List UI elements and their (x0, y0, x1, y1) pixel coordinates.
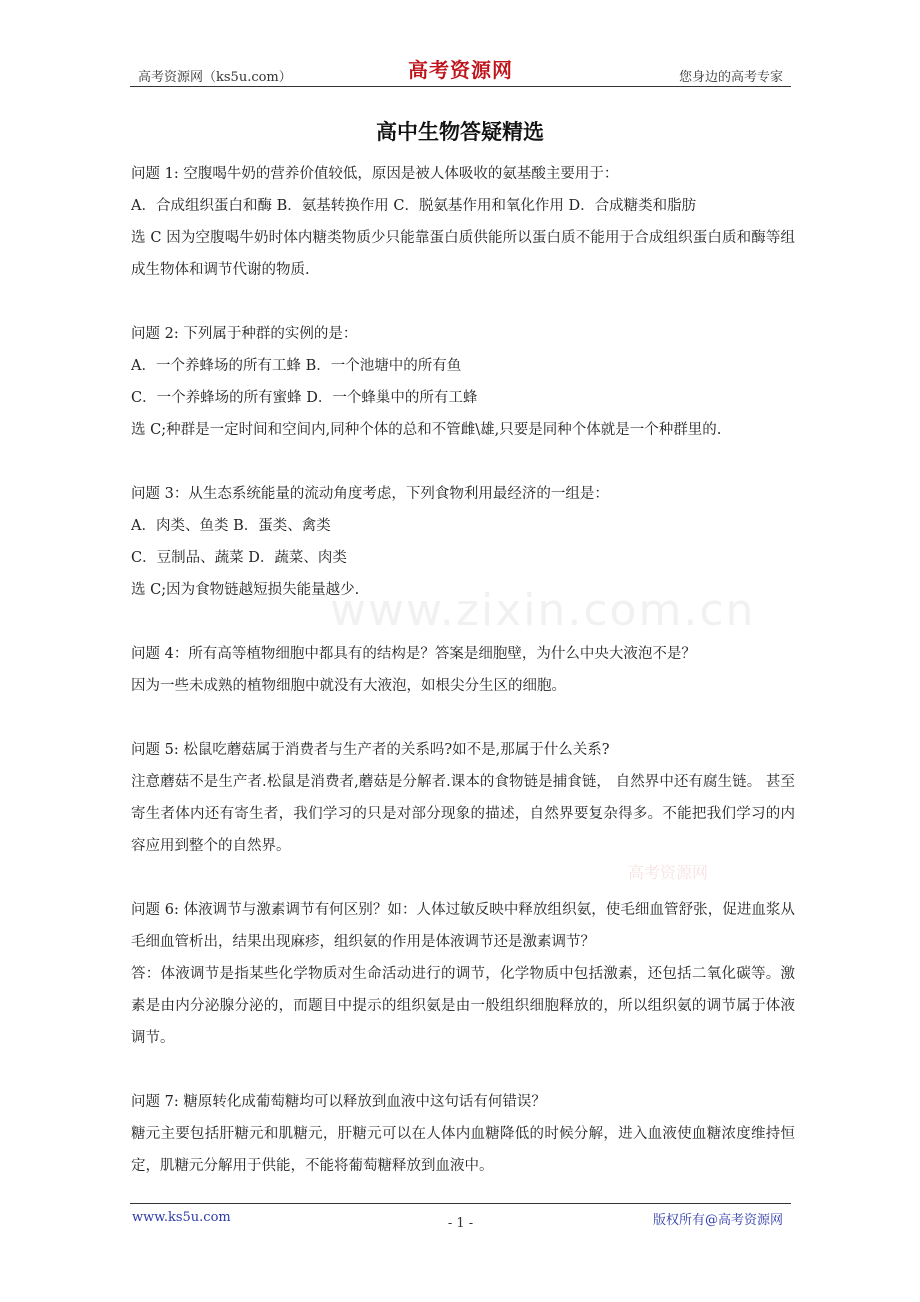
q3-options-1: A．肉类、鱼类 B．蛋类、禽类 (131, 518, 331, 534)
q2-answer: 选 C;种群是一定时间和空间内,同种个体的总和不管雌\雄,只要是同种个体就是一个种群里的. (131, 422, 722, 438)
q7-question: 问题 7: 糖原转化成葡萄糖均可以释放到血液中这句话有何错误？ (131, 1094, 546, 1110)
q4-answer: 因为一些未成熟的植物细胞中就没有大液泡，如根尖分生区的细胞。 (131, 678, 566, 694)
document-body (131, 158, 795, 1182)
footer-link[interactable]: www.ks5u.com (132, 1210, 231, 1225)
page-title: 高中生物答疑精选 (376, 120, 544, 144)
q4-question: 问题 4：所有高等植物细胞中都具有的结构是？答案是细胞壁，为什么中央大液泡不是？ (131, 646, 696, 662)
q1-question: 问题 1: 空腹喝牛奶的营养价值较低，原因是被人体吸收的氨基酸主要用于： (131, 166, 619, 182)
q3-answer: 选 C;因为食物链越短损失能量越少. (131, 582, 360, 598)
q6-answer: 答：体液调节是指某些化学物质对生命活动进行的调节，化学物质中包括激素，还包括二氧化碳等。激素是由内分泌腺分泌的，而题目中提示的组织氨是由一般组织细胞释放的，所以组织氨的调节属于体液调节。 (131, 966, 795, 1046)
page-footer (130, 1203, 791, 1231)
q2-question: 问题 2: 下列属于种群的实例的是： (131, 326, 358, 342)
q6-question: 问题 6: 体液调节与激素调节有何区别？如：人体过敏反映中释放组织氨，使毛细血管舒张，促进血浆从毛细血管析出，结果出现麻疹，组织氨的作用是体液调节还是激素调节？ (131, 902, 795, 950)
q2-options-1: A．一个养蜂场的所有工蜂 B．一个池塘中的所有鱼 (131, 358, 462, 374)
q1-options: A．合成组织蛋白和酶 B．氨基转换作用 C．脱氨基作用和氧化作用 D．合成糖类和脂肪 (131, 198, 697, 214)
q7-answer: 糖元主要包括肝糖元和肌糖元，肝糖元可以在人体内血糖降低的时候分解，进入血液使血糖浓度维持恒定，肌糖元分解用于供能，不能将葡萄糖释放到血液中。 (131, 1126, 795, 1174)
q3-options-2: C．豆制品、蔬菜 D．蔬菜、肉类 (131, 550, 347, 566)
q5-answer: 注意蘑菇不是生产者.松鼠是消费者,蘑菇是分解者.课本的食物链是捕食链， 自然界中还有腐生链。 甚至寄生者体内还有寄生者，我们学习的只是对部分现象的描述，自然界要复杂得多。不能把我们学习的内容应用到整个的自然界。 (131, 774, 795, 854)
q5-question: 问题 5: 松鼠吃蘑菇属于消费者与生产者的关系吗?如不是,那属于什么关系? (131, 742, 610, 758)
header-site-name: 高考资源网（ks5u.com） (138, 70, 292, 85)
stamp-mark: 高考资源网 (628, 863, 709, 882)
q3-question: 问题 3：从生态系统能量的流动角度考虑，下列食物利用最经济的一组是： (131, 486, 609, 502)
q1-answer: 选 C 因为空腹喝牛奶时体内糖类物质少只能靠蛋白质供能所以蛋白质不能用于合成组织蛋白质和酶等组成生物体和调节代谢的物质. (131, 230, 795, 278)
q2-options-2: C．一个养蜂场的所有蜜蜂 D．一个蜂巢中的所有工蜂 (131, 390, 478, 406)
header-slogan: 您身边的高考专家 (678, 70, 783, 85)
footer-copyright: 版权所有@高考资源网 (652, 1213, 783, 1228)
header-logo: 高考资源网 (408, 58, 513, 82)
page-number: - 1 - (447, 1216, 474, 1231)
watermark: www.zixin.com.cn (330, 585, 756, 636)
page-header (130, 58, 791, 87)
